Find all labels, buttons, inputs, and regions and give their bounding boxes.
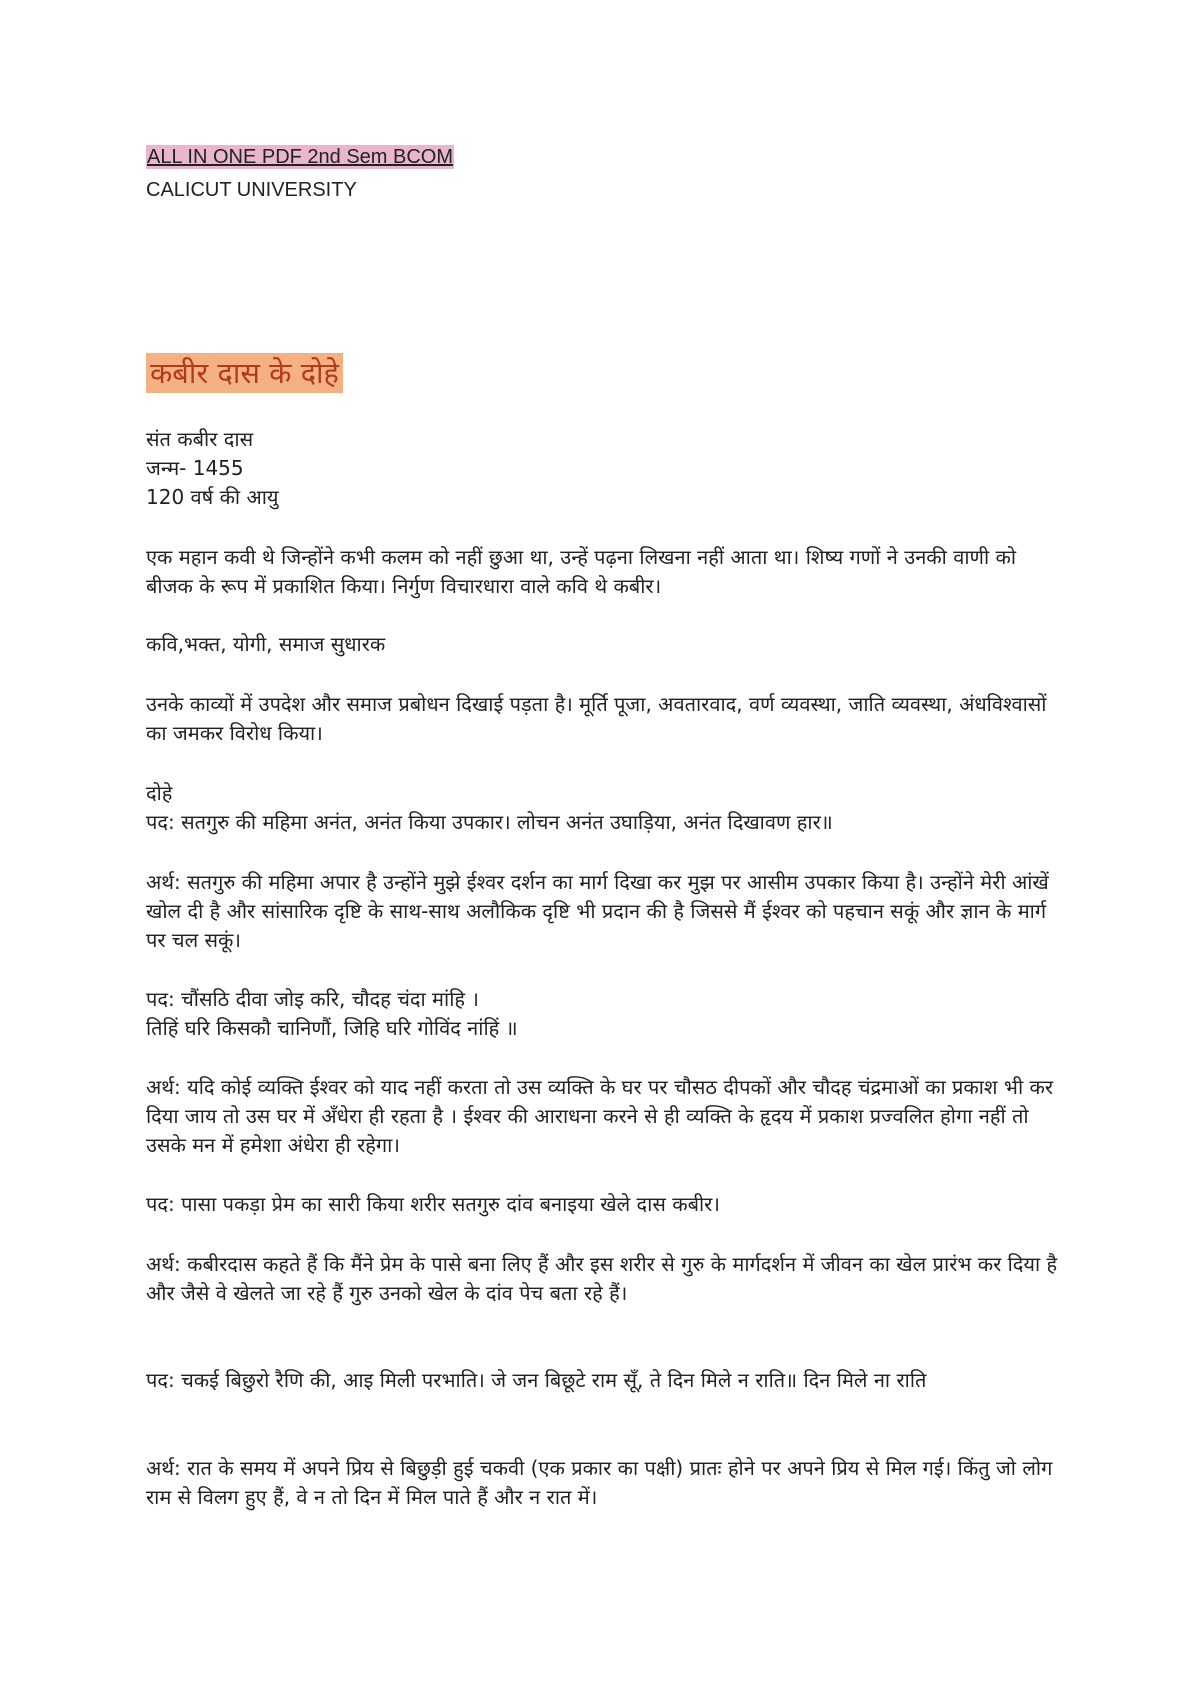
doha-2-arth: अर्थ: यदि कोई व्यक्ति ईश्वर को याद नहीं करता तो उस व्यक्ति के घर पर चौसठ दीपकों और चौदह चंद्रमाओं का प्रकाश भी कर दिया जाय तो उस घर में अँधेरा ही रहता है । ईश्वर की आराधना करने से ही व्यक्ति के हृदय में प्रकाश प्रज्वलित होगा नहीं तो उसके मन में हमेशा अंधेरा ही रहेगा। <box>146 1075 1054 1157</box>
doha-4-pad: पद: चकई बिछुरो रैणि की, आइ मिली परभाति। जे जन बिछूटे राम सूँ, ते दिन मिले न राति॥ दिन मिले ना राति <box>146 1368 927 1392</box>
doha-1-pad: पद: सतगुरु की महिमा अनंत, अनंत किया उपकार। लोचन अनंत उघाड़िया, अनंत दिखावण हार॥ <box>146 810 833 834</box>
document-title: कबीर दास के दोहे <box>146 353 343 393</box>
intro-age: 120 वर्ष की आयु <box>146 485 279 509</box>
doha-2-pad-line2: तिहिं घरि किसकौ चानिणौं, जिहि घरि गोविंद नांहिं ॥ <box>146 1016 518 1040</box>
doha-3-pad: पद: पासा पकड़ा प्रेम का सारी किया शरीर सतगुरु दांव बनाइया खेले दास कबीर। <box>146 1192 720 1216</box>
doha-2-pad-line1: पद: चौंसठि दीवा जोइ करि, चौदह चंदा मांहि । <box>146 987 479 1011</box>
intro-name: संत कबीर दास <box>146 427 254 451</box>
doha-3-arth: अर्थ: कबीरदास कहते हैं कि मैंने प्रेम के पासे बना लिए हैं और इस शरीर से गुरु के मार्गदर्शन में जीवन का खेल प्रारंभ कर दिया है और जैसे वे खेलते जा रहे हैं गुरु उनको खेल के दांव पेच बता रहे हैं। <box>146 1252 1058 1305</box>
intro-birth: जन्म- 1455 <box>146 456 244 480</box>
dohe-heading: दोहे <box>146 781 173 805</box>
doha-4-arth: अर्थ: रात के समय में अपने प्रिय से बिछुड़ी हुई चकवी (एक प्रकार का पक्षी) प्रातः होने पर अपने प्रिय से मिल गई। किंतु जो लोग राम से विलग हुए हैं, वे न तो दिन में मिल पाते हैं और न रात में। <box>146 1456 1053 1509</box>
header-link[interactable]: ALL IN ONE PDF 2nd Sem BCOM <box>147 146 454 168</box>
doha-1-arth: अर्थ: सतगुरु की महिमा अपार है उन्होंने मुझे ईश्वर दर्शन का मार्ग दिखा कर मुझ पर आसीम उपकार किया है। उन्होंने मेरी आंखें खोल दी है और सांसारिक दृष्टि के साथ-साथ अलौकिक दृष्टि भी प्रदान की है जिससे मैं ईश्वर को पहचान सकूं और ज्ञान के मार्ग पर चल सकूं। <box>146 870 1049 952</box>
paragraph-teachings: उनके काव्यों में उपदेश और समाज प्रबोधन दिखाई पड़ता है। मूर्ति पूजा, अवतारवाद, वर्ण व्यवस्था, जाति व्यवस्था, अंधविश्वासों का जमकर विरोध किया। <box>146 692 1047 745</box>
paragraph-intro: एक महान कवी थे जिन्होंने कभी कलम को नहीं छुआ था, उन्हें पढ़ना लिखना नहीं आता था। शिष्य गणों ने उनकी वाणी को बीजक के रूप में प्रकाशित किया। निर्गुण विचारधारा वाले कवि थे कबीर। <box>146 545 1017 598</box>
paragraph-roles: कवि,भक्त, योगी, समाज सुधारक <box>146 632 386 656</box>
header-subtitle: CALICUT UNIVERSITY <box>146 179 357 201</box>
